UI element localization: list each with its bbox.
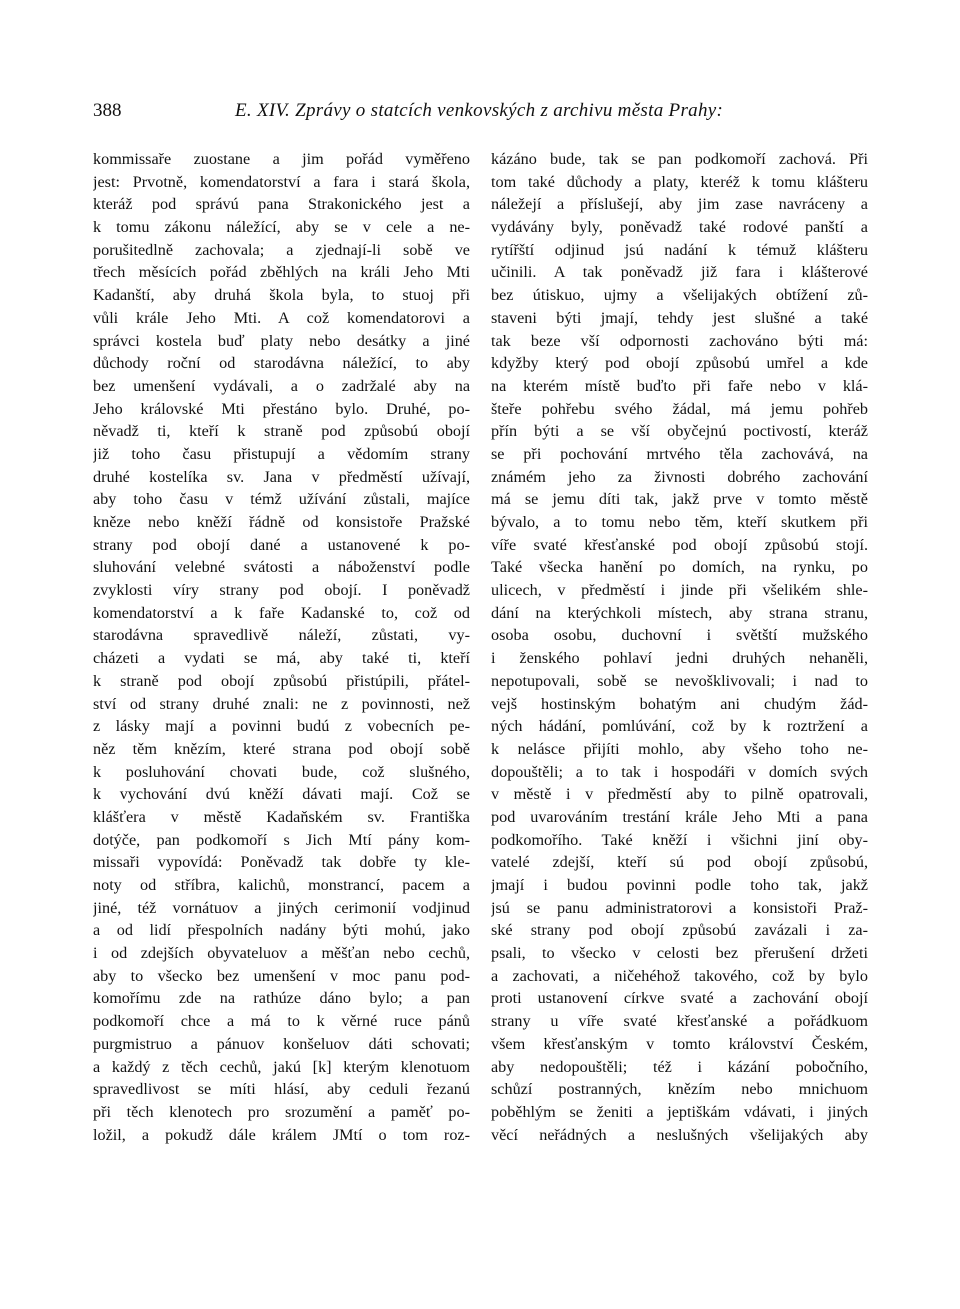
text-line: náležejí a příslušejí, aby jim zase navráceny a [491,195,868,214]
text-line: psali, to všecko v celosti bez přerušení držeti [491,944,868,963]
text-line: dání na kterýchkoli místech, aby strana stranu, [491,603,868,622]
text-line: k nelásce přijíti mohlo, aby všeho toho ne- [491,739,868,758]
text-line: a každý z těch cechů, jakú [k] kterým klenotuom [93,1057,470,1076]
text-line: všem křesťanským v tomto království Českém, [491,1034,868,1053]
running-title: E. XIV. Zprávy o statcích venkovských z archivu města Prahy: [235,100,724,121]
text-line: Také všecka hanění po domích, na rynku, po [491,558,868,577]
text-line: vůli krále Jeho Mti. A což komendatorovi a [93,308,470,327]
text-line: komořímu zde na rathúze dáno bylo; a pan [93,989,470,1008]
text-line: ných hádání, pomlúvání, což by k roztržení a [491,717,868,736]
text-line: strany u víře svaté křesťanské a pořádkuom [491,1012,868,1031]
text-line: rytířští odjinud jsú nadání k témuž klášteru [491,240,868,259]
text-line: bez umenšení vydávali, a o zadržalé aby na [93,376,470,395]
page-number: 388 [93,100,122,121]
text-line: kněze nebo kněží řádně od konsistoře Pražské [93,513,470,531]
text-line: se při pochování mrtvého těla zachovává, na [491,444,868,463]
text-line: starodávna spravedlivě náleží, zůstati, vy- [93,626,470,645]
text-line: vejš hostinským bohatým ani chudým žád- [491,694,868,713]
text-line: na kterém místě buďto při faře nebo v klá- [491,376,868,395]
text-line: vatelé zdejší, kteří sú pod obojí způsobú, [491,853,868,872]
text-line: aby nedopouštěli; též i kázání pobočního, [491,1057,868,1076]
text-line: dotýče, pan podkomoří s Jich Mtí pány kom- [93,830,470,849]
text-line: víře svaté křesťanské pod obojí způsobú stojí. [491,535,868,554]
text-line: třech měsících pořád zběhlých na králi Jeho Mti [93,263,470,282]
text-line: k posluhování chovati bude, což slušného, [93,762,470,781]
text-line: jiné, též vornátuov a jiných cerimonií vodjinud [93,898,470,917]
text-line: kommissaře zuostane a jim pořád vyměřeno [93,150,470,168]
text-line: a zachovati, a ničehéhož takového, což by bylo [491,966,868,985]
text-line: něz těm knězím, které strana pod obojí sobě [93,739,470,758]
text-line: noty od stříbra, kalichů, monstrancí, pacem a [93,876,470,894]
text-line: ské strany pod obojí způsobú zavázali i za- [491,921,868,940]
text-line: a od lidí přespolních nadány býti mohú, jako [93,921,470,940]
text-line: něvadž ti, kteří k straně pod způsobú obojí [93,422,470,441]
text-line: bez útiskuo, ujmy a všelijakých obtížení zů- [491,286,868,305]
text-line: známém jeho za živnosti dobrého zachování [491,467,868,486]
text-line: podkomoří chce a má to k věrné ruce pánů [93,1012,470,1031]
text-line: k tomu zákonu náležící, aby se v cele a ne- [93,218,470,237]
text-line: poběhlým se ženiti a jeptiškám vdávati, i jiných [491,1102,868,1121]
text-line: bývalo, a to tomu nebo těm, kteří skutkem při [491,513,868,531]
text-line: kdyžby který pod obojí způsobú umřel a kde [491,354,868,373]
text-line: šteře pohřebu svého žádal, má jemu pohřeb [491,399,868,418]
text-line: tom také důchody a platy, kteréž k tomu klášteru [491,172,868,191]
text-line: podkomořího. Také kněží i všichni jiní oby- [491,830,868,849]
text-line: přín býti a se vší obyčejnú poctivostí, kteráž [491,422,868,441]
text-line: kteráž pod správú pana Strakonického jest a [93,195,470,214]
text-line: i ženského pohlaví jedni druhých nehaněli, [491,649,868,668]
text-line: nepotupovali, sobě se nevošklivovali; i nad to [491,671,868,690]
text-line: sluhování velebné svátosti a náboženství podle [93,558,470,577]
text-line: jest: Prvotně, komendatorství a fara i stará škola, [93,172,470,191]
text-line: ství od strany druhé znali: ne z povinnosti, než [93,694,470,713]
text-line: proti ustanovení církve svaté a zachování obojí [491,989,868,1008]
text-line: k straně pod obojí způsobú přistúpili, přátel- [93,671,470,690]
text-line: z lásky mají a povinni budú z vobecních pe- [93,717,470,736]
text-line: schůzí postranných, knězím nebo mnichuom [491,1080,868,1099]
text-line: Kadanští, aby druhá škola byla, to stuoj při [93,286,470,305]
text-line: druhé kostelíka sv. Jana v předměstí užívají, [93,467,470,486]
text-line: pod uvarováním trestání krále Jeho Mti a pana [491,807,868,826]
text-line: spravedlivost se míti hlásí, aby ceduli řezanú [93,1080,470,1099]
text-line: purgmistruo a pánuov konšeluov dáti schovati; [93,1034,470,1053]
text-line: staveni býti jmají, tehdy jest slušné a také [491,308,868,327]
text-line: jmají i budou povinni podle toho tak, jakž [491,876,868,894]
text-line: má se jemu díti tak, jakž prve v tomto městě [491,490,868,509]
text-line: učinili. A tak poněvadž již fara i klášterové [491,263,868,282]
text-line: Jeho královské Mti přestáno bylo. Druhé, po- [93,399,470,418]
text-line: osoba osobu, duchovní i světští mužského [491,626,868,645]
text-line: porušitedlně zachovala; a zjednají-li sobě ve [93,240,470,259]
text-line: vydávány byly, poněvadž také rodové panští a [491,218,868,237]
left-text-column [93,148,470,1146]
text-line: kázáno bude, tak se pan podkomoří zachová. Při [491,150,868,168]
text-line: ložil, a pokudž dále králem JMtí o tom roz- [93,1125,470,1144]
text-line: missaři vypovídá: Poněvadž tak dobře ty kle- [93,853,470,872]
text-line: v městě i v předměstí aby to pilně opatrovali, [491,785,868,804]
text-line: tak beze vší odpornosti zachováno býti má: [491,331,868,350]
text-line: komendatorství a k faře Kadanské to, což od [93,603,470,622]
page-header [93,100,868,130]
text-line: věcí neřádných a neslušných všelijakých aby [491,1125,868,1144]
text-line: klášťera v městě Kadaňském sv. Františka [93,807,470,826]
text-line: jsú se panu administratorovi a konsistoři Praž- [491,898,868,917]
text-line: již toho času přistupují a vědomím strany [93,444,470,463]
text-line: dopouštěli; a to tak i hospodáři v domích svých [491,762,868,781]
text-line: i od zdejších obyvateluov a měšťan nebo cechů, [93,944,470,963]
text-line: cházeti a vydati se má, aby také ti, kteří [93,649,470,668]
text-line: aby toho času v témž užívání zůstali, majíce [93,490,470,509]
text-line: aby to všecko bez umenšení v moc panu pod- [93,966,470,985]
text-line: při těch klenotech pro srozumění a paměť po- [93,1102,470,1121]
text-line: ulicech, v předměstí i jinde při všelikém shle- [491,581,868,600]
right-text-column [491,148,868,1146]
text-line: důchody roční od starodávna náležící, to aby [93,354,470,373]
text-line: zvyklosti víry strany pod obojí. I poněvadž [93,581,470,600]
text-line: strany pod obojí dané a ustanovené k po- [93,535,470,554]
text-line: k vychování dvú kněží dávati mají. Což se [93,785,470,804]
text-line: správci kostela buď platy nebo desátky a jiné [93,331,470,350]
